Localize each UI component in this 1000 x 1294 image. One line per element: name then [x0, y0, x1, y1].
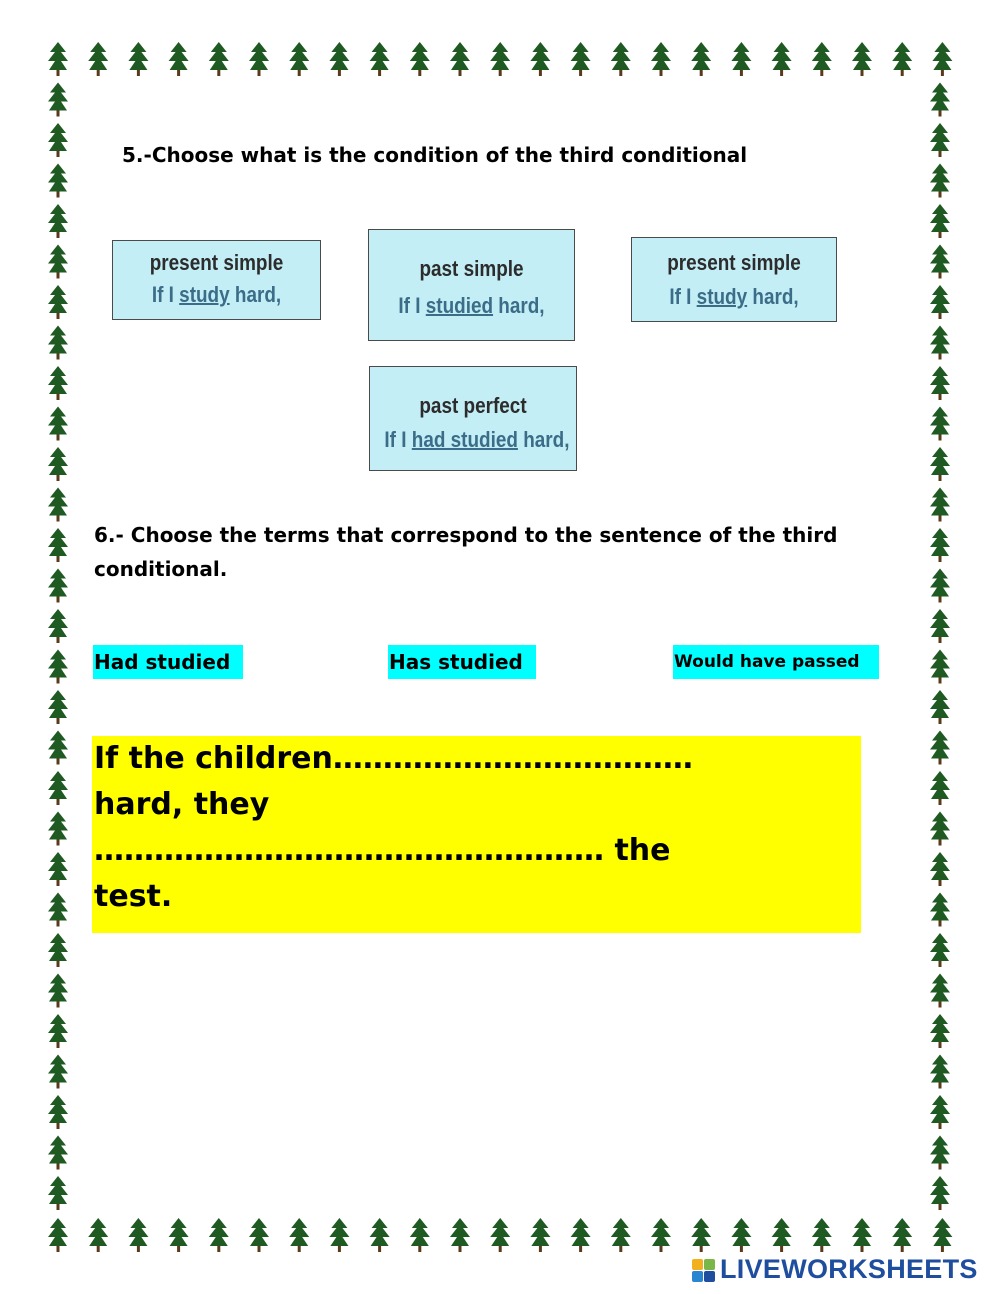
pine-tree-icon	[329, 42, 349, 76]
pine-tree-icon	[48, 326, 68, 360]
pine-tree-icon	[48, 366, 68, 400]
pine-tree-icon	[48, 528, 68, 562]
pine-tree-icon	[930, 204, 950, 238]
pine-tree-icon	[48, 1014, 68, 1048]
pine-tree-icon	[48, 1136, 68, 1170]
pine-tree-icon	[930, 83, 950, 117]
pine-tree-icon	[611, 42, 631, 76]
pine-tree-icon	[932, 42, 952, 76]
pine-tree-icon	[691, 1218, 711, 1252]
pine-tree-icon	[930, 771, 950, 805]
term-would-have-passed[interactable]: Would have passed	[673, 645, 879, 679]
pine-tree-icon	[812, 42, 832, 76]
pine-tree-icon	[930, 285, 950, 319]
pine-tree-icon	[128, 42, 148, 76]
pine-tree-icon	[128, 1218, 148, 1252]
sentence-line-3: …………………………………………… the	[94, 833, 671, 868]
pine-tree-icon	[490, 42, 510, 76]
pine-tree-icon	[48, 1218, 68, 1252]
pine-tree-icon	[48, 245, 68, 279]
pine-tree-icon	[812, 1218, 832, 1252]
pine-tree-icon	[48, 650, 68, 684]
option-tense: past simple	[419, 256, 524, 281]
pine-tree-icon	[530, 1218, 550, 1252]
pine-tree-icon	[249, 1218, 269, 1252]
pine-tree-icon	[930, 1014, 950, 1048]
pine-tree-icon	[930, 731, 950, 765]
pine-tree-icon	[731, 1218, 751, 1252]
option-card-present-simple-1[interactable]	[112, 240, 321, 320]
pine-tree-icon	[249, 42, 269, 76]
pine-tree-icon	[691, 42, 711, 76]
pine-tree-icon	[48, 488, 68, 522]
liveworksheets-logo	[690, 1252, 978, 1286]
pine-tree-icon	[932, 1218, 952, 1252]
pine-tree-icon	[930, 1055, 950, 1089]
question-6-prompt: 6.- Choose the terms that correspond to the sentence of the third conditional.	[94, 523, 838, 581]
pine-tree-icon	[209, 42, 229, 76]
pine-tree-icon	[48, 974, 68, 1008]
pine-tree-icon	[169, 1218, 189, 1252]
pine-tree-icon	[88, 1218, 108, 1252]
fill-in-sentence[interactable]	[92, 736, 861, 933]
pine-tree-icon	[930, 974, 950, 1008]
pine-tree-icon	[930, 488, 950, 522]
pine-tree-icon	[48, 164, 68, 198]
pine-tree-icon	[450, 42, 470, 76]
option-tense: present simple	[149, 250, 284, 275]
option-tense: past perfect	[419, 393, 527, 418]
pine-tree-icon	[48, 893, 68, 927]
pine-tree-icon	[930, 893, 950, 927]
pine-tree-icon	[48, 609, 68, 643]
pine-tree-icon	[930, 650, 950, 684]
pine-tree-icon	[930, 852, 950, 886]
pine-tree-icon	[571, 1218, 591, 1252]
pine-tree-icon	[930, 164, 950, 198]
pine-tree-icon	[48, 123, 68, 157]
term-has-studied[interactable]: Has studied	[388, 645, 536, 679]
option-example: If I had studied hard,	[384, 427, 570, 452]
pine-tree-icon	[48, 447, 68, 481]
pine-tree-icon	[410, 42, 430, 76]
pine-tree-icon	[731, 42, 751, 76]
pine-tree-icon	[930, 326, 950, 360]
pine-tree-icon	[48, 1176, 68, 1210]
pine-tree-icon	[48, 690, 68, 724]
pine-tree-icon	[48, 285, 68, 319]
pine-tree-icon	[370, 1218, 390, 1252]
pine-tree-icon	[651, 1218, 671, 1252]
pine-tree-icon	[48, 852, 68, 886]
pine-tree-icon	[930, 528, 950, 562]
brand-name: LIVEWORKSHEETS	[720, 1253, 978, 1284]
term-had-studied[interactable]: Had studied	[93, 645, 243, 679]
pine-tree-icon	[169, 42, 189, 76]
pine-tree-icon	[48, 83, 68, 117]
pine-tree-icon	[611, 1218, 631, 1252]
question-5-prompt: 5.-Choose what is the condition of the third conditional	[122, 143, 748, 167]
pine-tree-icon	[930, 569, 950, 603]
pine-tree-icon	[410, 1218, 430, 1252]
pine-tree-icon	[370, 42, 390, 76]
pine-tree-icon	[930, 933, 950, 967]
pine-tree-icon	[772, 42, 792, 76]
pine-tree-icon	[930, 1136, 950, 1170]
option-example: If I study hard,	[669, 284, 799, 309]
pine-tree-icon	[289, 1218, 309, 1252]
pine-tree-icon	[571, 42, 591, 76]
pine-tree-icon	[852, 42, 872, 76]
pine-tree-icon	[651, 42, 671, 76]
pine-tree-icon	[289, 42, 309, 76]
sentence-line-1: If the children………………………………	[94, 741, 693, 776]
pine-tree-icon	[930, 609, 950, 643]
pine-tree-icon	[450, 1218, 470, 1252]
option-tense: present simple	[667, 250, 801, 275]
pine-tree-icon	[48, 1095, 68, 1129]
option-example: If I studied hard,	[398, 293, 545, 318]
pine-tree-icon	[48, 204, 68, 238]
pine-tree-icon	[88, 42, 108, 76]
option-card-past-simple[interactable]	[368, 229, 575, 341]
pine-tree-icon	[530, 42, 550, 76]
option-example: If I study hard,	[151, 282, 282, 307]
pine-tree-icon	[930, 812, 950, 846]
pine-tree-icon	[930, 1176, 950, 1210]
pine-tree-icon	[490, 1218, 510, 1252]
pine-tree-icon	[930, 447, 950, 481]
pine-tree-icon	[48, 731, 68, 765]
pine-tree-icon	[48, 569, 68, 603]
pine-tree-icon	[209, 1218, 229, 1252]
pine-tree-icon	[852, 1218, 872, 1252]
sentence-line-2: hard, they	[94, 787, 270, 822]
pine-tree-icon	[48, 771, 68, 805]
pine-tree-icon	[48, 42, 68, 76]
pine-tree-icon	[930, 1095, 950, 1129]
sentence-line-4: test.	[94, 879, 173, 914]
pine-tree-icon	[48, 407, 68, 441]
pine-tree-icon	[892, 42, 912, 76]
pine-tree-icon	[892, 1218, 912, 1252]
pine-tree-icon	[930, 245, 950, 279]
pine-tree-icon	[930, 366, 950, 400]
liveworksheets-logo-icon	[690, 1255, 718, 1283]
option-card-past-perfect[interactable]	[369, 366, 577, 471]
pine-tree-icon	[772, 1218, 792, 1252]
pine-tree-icon	[48, 812, 68, 846]
pine-tree-icon	[930, 407, 950, 441]
pine-tree-icon	[48, 1055, 68, 1089]
pine-tree-icon	[329, 1218, 349, 1252]
pine-tree-icon	[930, 123, 950, 157]
pine-tree-icon	[48, 933, 68, 967]
pine-tree-icon	[930, 690, 950, 724]
option-card-present-simple-2[interactable]	[631, 237, 837, 322]
